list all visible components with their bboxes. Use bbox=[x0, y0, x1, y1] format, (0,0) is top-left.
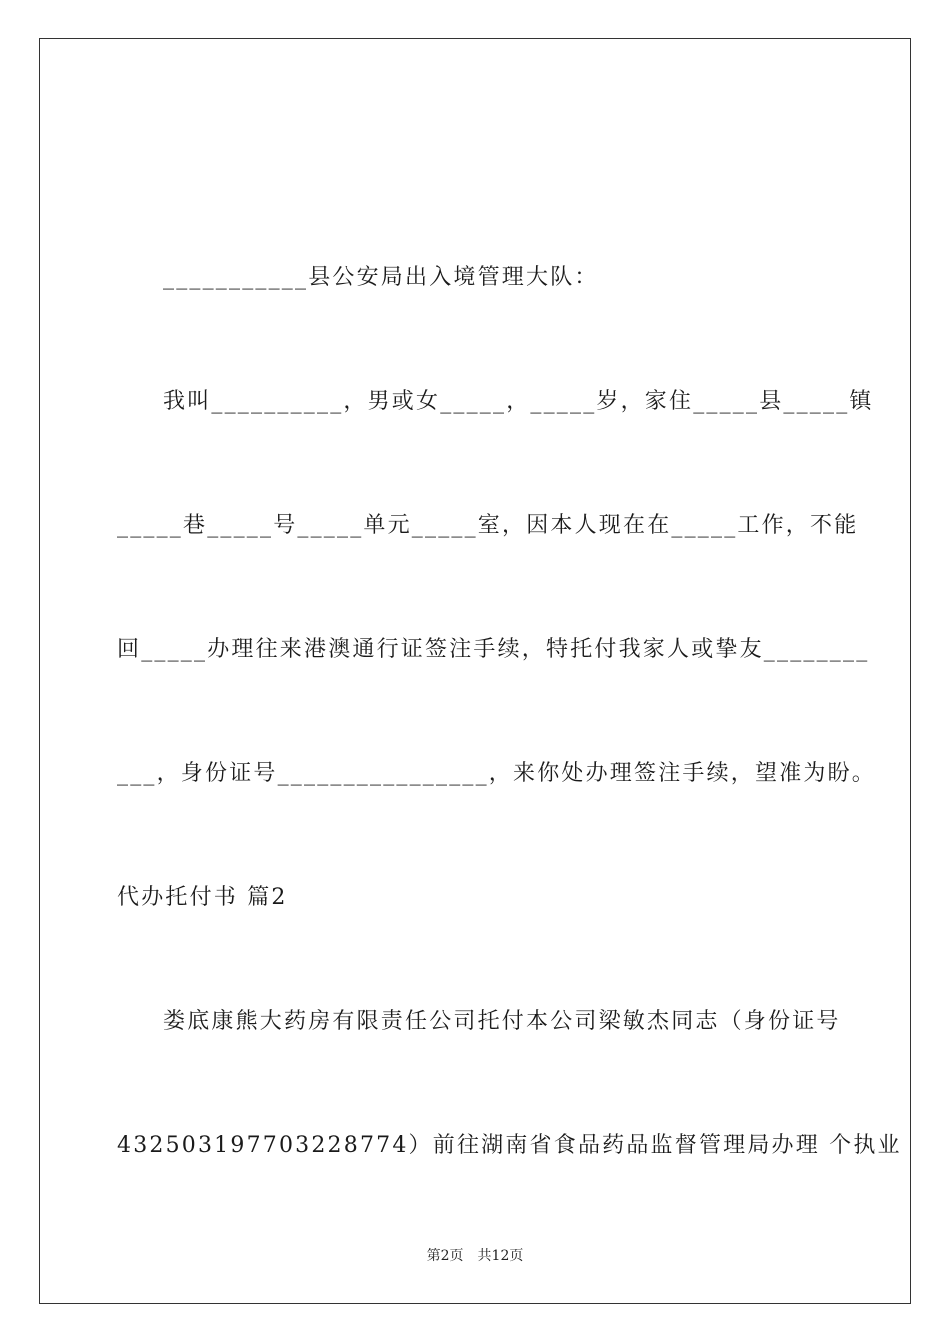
body-line-6: 432503197703228774）前往湖南省食品药品监督管理局办理 个执业 bbox=[117, 1133, 902, 1158]
body-line-5: 娄底康熊大药房有限责任公司托付本公司梁敏杰同志（身份证号 bbox=[163, 1009, 841, 1034]
body-line-3: 回_____办理往来港澳通行证签注手续，特托付我家人或挚友________ bbox=[117, 637, 870, 662]
addressee-line: ___________县公安局出入境管理大队： bbox=[163, 265, 599, 290]
body-line-4: ___，身份证号________________，来你处办理签注手续，望准为盼。 bbox=[117, 761, 877, 786]
body-line-1: 我叫__________，男或女_____，_____岁，家住_____县_____镇 bbox=[163, 389, 874, 414]
page-footer bbox=[0, 1247, 950, 1265]
page-frame bbox=[39, 38, 911, 1304]
section-heading: 代办托付书 篇2 bbox=[117, 885, 288, 910]
body-line-2: _____巷_____号_____单元_____室，因本人现在在_____工作，不能 bbox=[117, 513, 859, 538]
page-total: 共12页 bbox=[477, 1248, 524, 1264]
page-number: 第2页 bbox=[426, 1248, 464, 1264]
